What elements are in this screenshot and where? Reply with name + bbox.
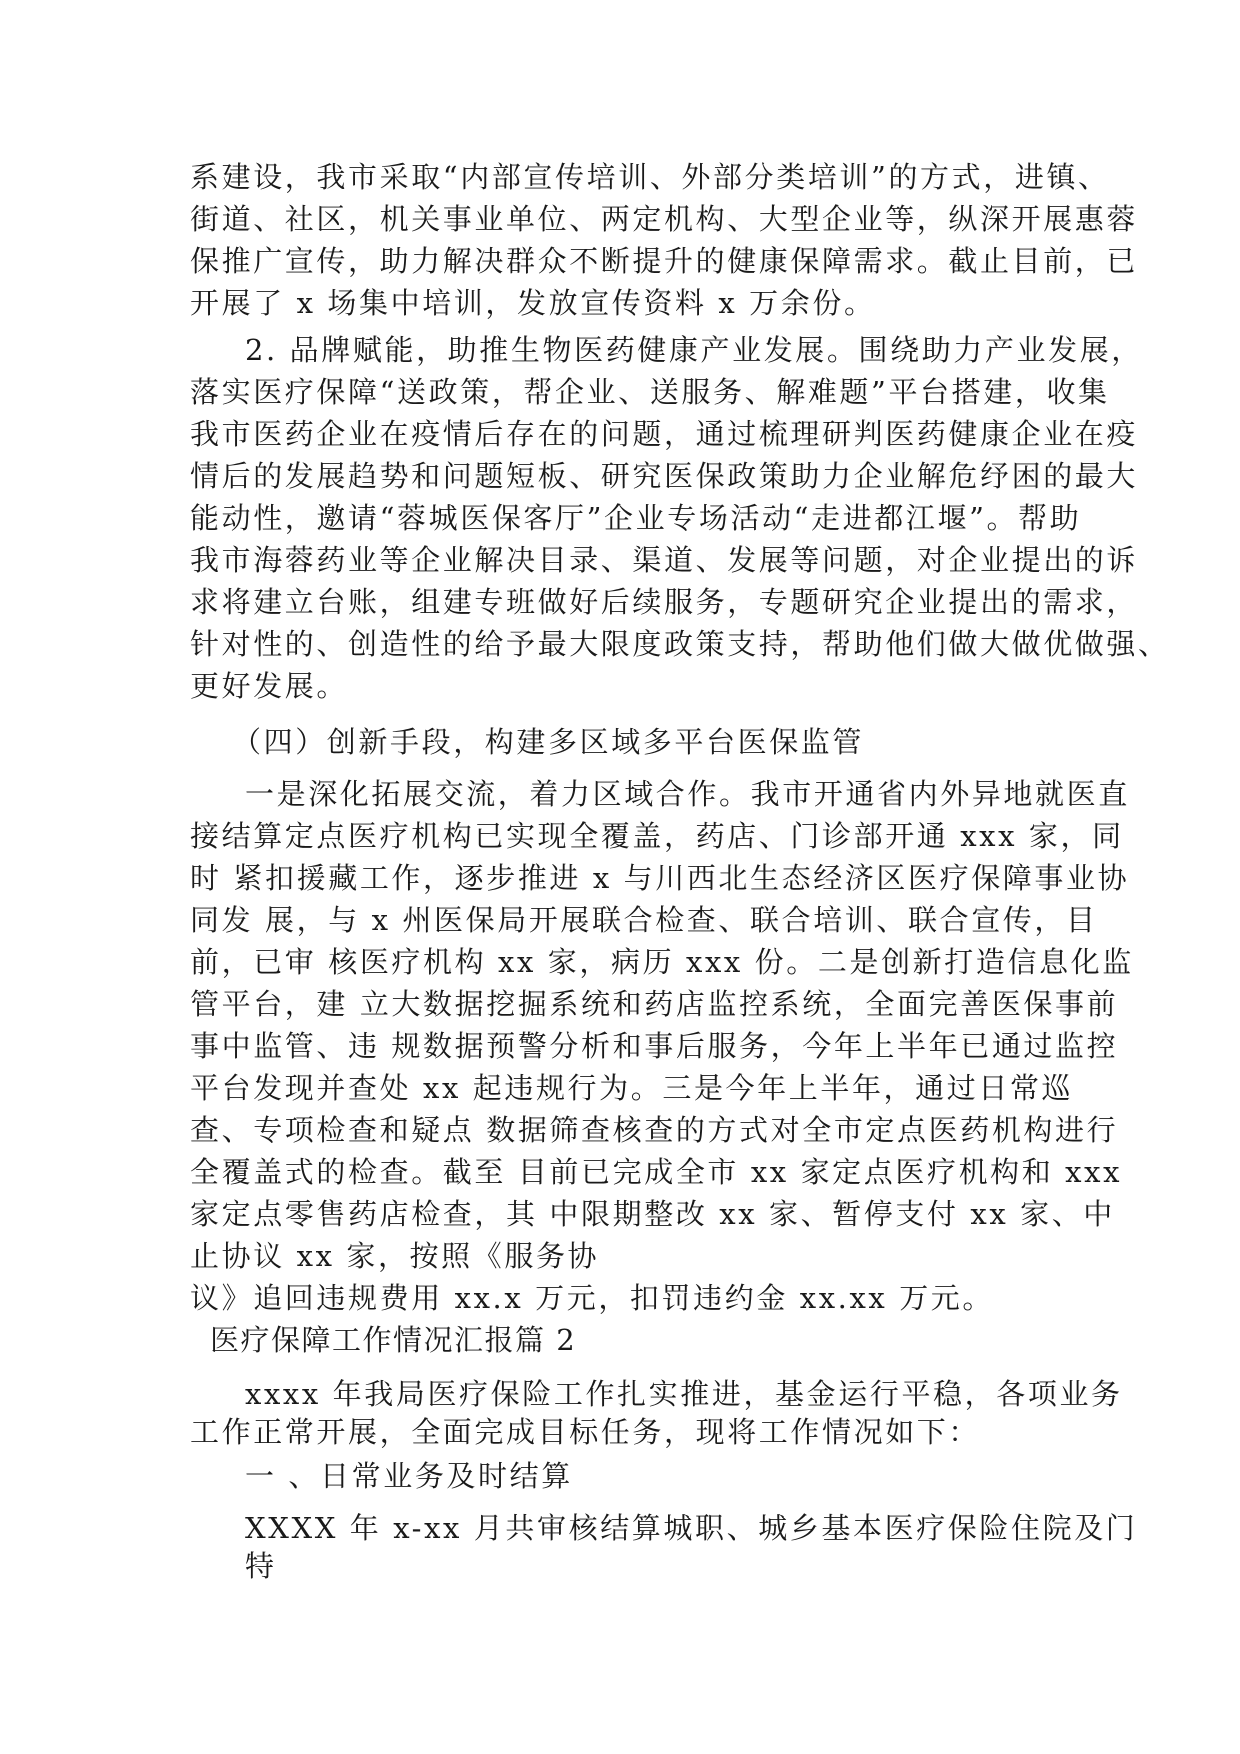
paragraph-line: 街道、社区，机关事业单位、两定机构、大型企业等，纵深开展惠蓉 [190,202,1139,236]
paragraph-line: 同发 展，与 x 州医保局开展联合检查、联合培训、联合宣传，目 [190,903,1098,937]
paragraph-line: 前，已审 核医疗机构 xx 家，病历 xxx 份。二是创新打造信息化监 [190,945,1134,979]
paragraph-line: 一是深化拓展交流，着力区域合作。我市开通省内外异地就医直 [245,777,1130,811]
paragraph-line: 平台发现并查处 xx 起违规行为。三是今年上半年，通过日常巡 [190,1071,1074,1105]
paragraph-line: 求将建立台账，组建专班做好后续服务，专题研究企业提出的需求， [190,585,1139,619]
paragraph-line: 工作正常开展，全面完成目标任务，现将工作情况如下： [190,1415,981,1449]
paragraph-line: xxxx 年我局医疗保险工作扎实推进，基金运行平稳，各项业务 [245,1377,1123,1411]
paragraph-line: 接结算定点医疗机构已实现全覆盖，药店、门诊部开通 xxx 家，同 [190,819,1124,853]
paragraph-line: 能动性，邀请“蓉城医保客厅”企业专场活动“走进都江堰”。帮助 [190,501,1082,535]
paragraph-line: 更好发展。 [190,669,349,703]
paragraph-line: 止协议 xx 家，按照《服务协 [190,1239,600,1273]
paragraph-line: 落实医疗保障“送政策，帮企业、送服务、解难题”平台搭建，收集 [190,375,1110,409]
paragraph-line: 议》追回违规费用 xx.x 万元，扣罚违约金 xx.xx 万元。 [190,1281,994,1315]
paragraph-line: 开展了 x 场集中培训，发放宣传资料 x 万余份。 [190,286,876,320]
paragraph-line: XXXX 年 x-xx 月共审核结算城职、城乡基本医疗保险住院及门 [245,1511,1138,1545]
paragraph-line: 管平台，建 立大数据挖掘系统和药店监控系统，全面完善医保事前 [190,987,1119,1021]
section-heading: （四）创新手段，构建多区域多平台医保监管 [232,725,865,759]
paragraph-line: 我市海蓉药业等企业解决目录、渠道、发展等问题，对企业提出的诉 [190,543,1139,577]
paragraph-line: 情后的发展趋势和问题短板、研究医保政策助力企业解危纾困的最大 [190,459,1139,493]
paragraph-line: 针对性的、创造性的给予最大限度政策支持，帮助他们做大做优做强、 [190,627,1170,661]
paragraph-line: 2. 品牌赋能，助推生物医药健康产业发展。围绕助力产业发展， [245,333,1143,367]
section-heading: 一 、日常业务及时结算 [245,1459,573,1493]
paragraph-line: 全覆盖式的检查。截至 目前已完成全市 xx 家定点医疗机构和 xxx [190,1155,1123,1189]
paragraph-line: 我市医药企业在疫情后存在的问题，通过梳理研判医药健康企业在疫 [190,417,1139,451]
paragraph-line: 家定点零售药店检查，其 中限期整改 xx 家、暂停支付 xx 家、中 [190,1197,1115,1231]
paragraph-line: 时 紧扣援藏工作，逐步推进 x 与川西北生态经济区医疗保障事业协 [190,861,1130,895]
paragraph-line: 查、专项检查和疑点 数据筛查核查的方式对全市定点医药机构进行 [190,1113,1119,1147]
article-title: 医疗保障工作情况汇报篇 2 [210,1323,577,1357]
paragraph-line: 事中监管、违 规数据预警分析和事后服务，今年上半年已通过监控 [190,1029,1119,1063]
paragraph-line: 保推广宣传，助力解决群众不断提升的健康保障需求。截止目前，已 [190,244,1139,278]
paragraph-line: 系建设，我市采取“内部宣传培训、外部分类培训”的方式，进镇、 [190,160,1110,194]
paragraph-line: 特 [245,1549,277,1583]
